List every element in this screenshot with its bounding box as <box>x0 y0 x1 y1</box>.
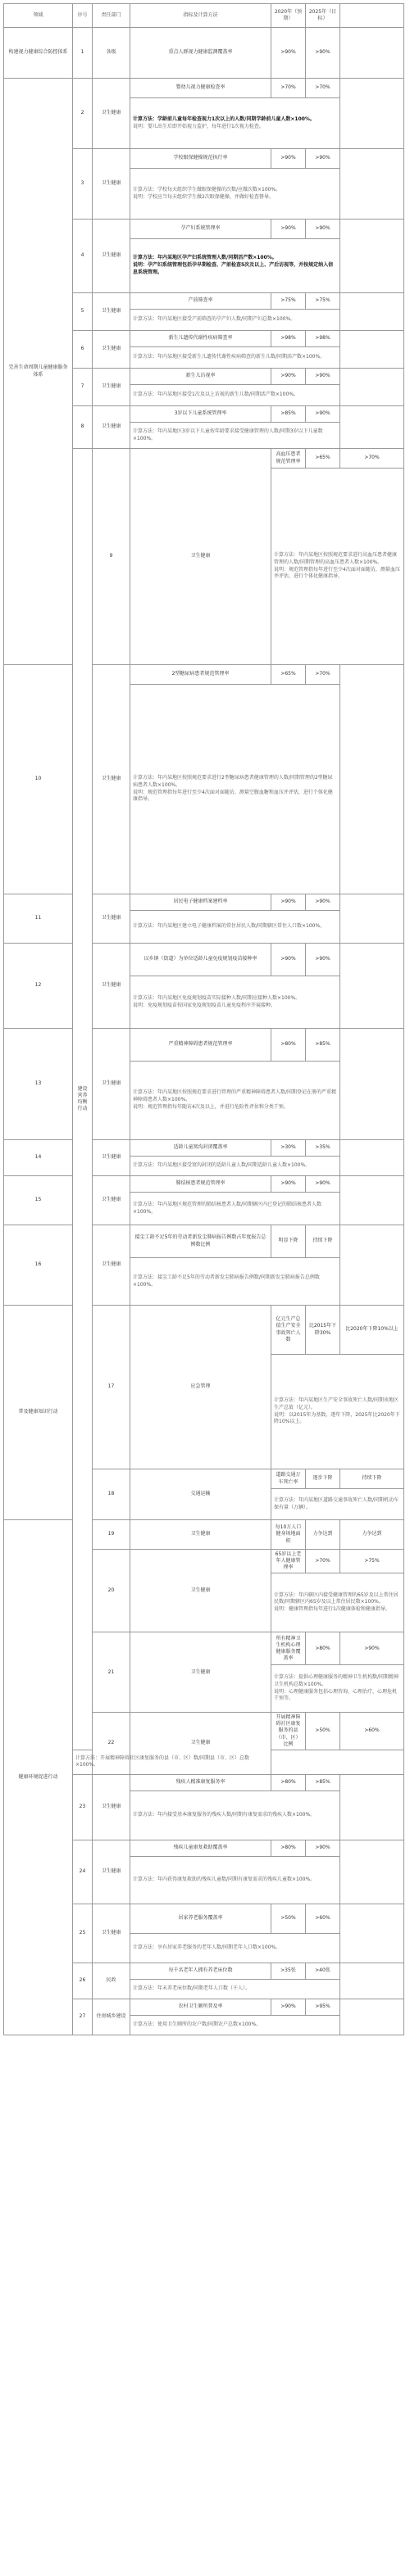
row-name: 接尘工龄不足5年的劳动者新发尘肺病报告例数占年度报告总例数比例 <box>130 1225 271 1258</box>
row-2020: >90% <box>271 369 306 385</box>
row-2020: >90% <box>271 220 306 239</box>
row-name: 严重精神障碍患者规范管理率 <box>130 1029 271 1062</box>
row-2025: >35% <box>306 1140 340 1157</box>
row-2025: >90% <box>306 944 340 976</box>
row-2025: >90% <box>306 220 340 239</box>
row-2020: >90% <box>271 944 306 976</box>
row-2020: >50% <box>306 1713 340 1750</box>
row-name: 开展精神障碍社区康复服务的县（市、区）比例 <box>271 1713 306 1750</box>
row-name: 亿元生产总值生产安全事故死亡人数 <box>271 1306 306 1355</box>
row-dept: 住房城乡建设 <box>93 1999 130 2035</box>
row-note: 计算方法：年内接受基本康复服务的残疾人数/同期有康复需求的残疾人数×100%。 <box>130 1791 340 1840</box>
row-dept: 卫生健康 <box>130 449 271 665</box>
row-2025: >90% <box>306 1176 340 1193</box>
row-name: 新生儿遗传代谢性疾病筛查率 <box>130 331 271 347</box>
row-dept: 卫生健康 <box>130 1713 271 1774</box>
row-2020: 明显下降 <box>271 1225 306 1258</box>
row-num: 17 <box>93 1306 130 1469</box>
row-dept: 卫生健康 <box>93 894 130 944</box>
row-dept: 卫生健康 <box>130 1550 271 1632</box>
row-2025: >70% <box>306 79 340 98</box>
row-2025: 持续下降 <box>306 1225 340 1258</box>
row-name: 3岁以下儿童系统管理率 <box>130 406 271 423</box>
row-note: 计算方法：年内某地区接受新生儿遗传代谢性疾病筛查的新生儿数/同期活产数×100%。 <box>130 347 340 369</box>
table-row <box>4 28 404 79</box>
row-2020: >85% <box>271 406 306 423</box>
row-dept: 卫生健康 <box>93 1029 130 1140</box>
row-name: 每10万人口健身场地面积 <box>271 1520 306 1550</box>
row-dept: 卫生健康 <box>93 1176 130 1225</box>
field-cell: 健康环境促进行动 <box>4 1520 73 2035</box>
row-note: 计算方法：享有居家养老服务的老年人数/同期老年人口数×100%。 <box>130 1933 340 1963</box>
row-num: 5 <box>73 293 93 331</box>
row-2025: >90% <box>306 1840 340 1856</box>
header-blank <box>340 4 404 28</box>
row-dept: 卫生健康 <box>93 220 130 293</box>
table-row <box>4 665 404 685</box>
row-name: 高血压患者规范管理率 <box>271 449 306 469</box>
row-name: 居民电子健康档案建档率 <box>130 894 271 911</box>
row-2020: >90% <box>271 1999 306 2015</box>
row-note: 计算方法：年内某地区接受1次及以上访视的新生儿数/同期活产数×100%。 <box>130 385 340 406</box>
row-num: 16 <box>4 1225 73 1306</box>
table-row <box>4 1225 404 1258</box>
row-2020: >90% <box>271 1176 306 1193</box>
table-row <box>4 1029 404 1062</box>
row-name: 居家养老服务覆盖率 <box>130 1904 271 1933</box>
row-dept: 卫生健康 <box>130 1632 271 1713</box>
row-name: 残疾人精准康复服务率 <box>130 1774 271 1791</box>
row-2025: 持续下降 <box>340 1469 404 1489</box>
row-note: 计算方法：年内某地区孕产妇系统管理人数/同期活产数×100%。 说明：孕产妇系统管理包括孕早期检查、产前检查5次及以上、产后访视等，并按规定纳入信息系统管理。 <box>130 239 340 293</box>
row-2025: >90% <box>306 369 340 385</box>
row-2020: >50% <box>271 1904 306 1933</box>
row-2020: >80% <box>271 1840 306 1856</box>
row-dept: 各级 <box>93 28 130 79</box>
indicator-document <box>3 3 403 2035</box>
row-note: 计算方法：年内某地区3岁以下儿童按年龄要求接受健康管理的人数/同期3岁以下儿童数×100%。 <box>130 423 340 449</box>
row-num: 23 <box>73 1774 93 1840</box>
row-dept: 卫生健康 <box>93 79 130 149</box>
row-num: 3 <box>73 149 93 220</box>
row-2020: >90% <box>271 149 306 169</box>
row-2025: >75% <box>306 293 340 310</box>
row-note: 计算方法：年内某地区道路交通事故死亡人数/同期机动车保有量（万辆）。 <box>271 1489 404 1520</box>
row-2025: 力争达到 <box>340 1520 404 1550</box>
field-cell: 构建视力健康综合防控体系 <box>4 28 73 79</box>
table-row <box>4 1140 404 1157</box>
table-row <box>4 1176 404 1193</box>
row-name: 每千名老年人拥有养老床位数 <box>130 1963 271 1979</box>
row-num: 19 <box>93 1520 130 1550</box>
header-2025: 2025年（目标） <box>306 4 340 28</box>
row-dept: 卫生健康 <box>93 369 130 406</box>
row-2025: >90% <box>340 1632 404 1665</box>
table-row <box>4 1306 404 1355</box>
row-dept: 卫生健康 <box>130 1520 271 1550</box>
row-num: 7 <box>73 369 93 406</box>
header-name: 指标及计算方法 <box>130 4 271 28</box>
row-dept: 交通运输 <box>130 1469 271 1520</box>
row-2025: >60% <box>306 1904 340 1933</box>
row-2025: >98% <box>306 331 340 347</box>
field-cell: 完善生命周期儿童健康服务体系 <box>4 79 73 665</box>
row-dept: 卫生健康 <box>93 944 130 1029</box>
row-note: 计算方法：年内某地区规范管理的肺结核患者人数/同期辖区内已登记的肺结核患者人数×100%。 <box>130 1193 340 1225</box>
row-2020: >98% <box>271 331 306 347</box>
row-num: 6 <box>73 331 93 369</box>
row-dept: 卫生健康 <box>93 1225 130 1306</box>
row-note: 计算方法：年内某地区免疫规划疫苗实际接种人数/同期应接种人数×100%。 说明：免疫规划疫苗按国家免疫规划疫苗儿童免疫程序开展接种。 <box>130 976 340 1029</box>
row-dept: 卫生健康 <box>93 406 130 449</box>
row-note: 计算方法：使用卫生厕所的农户数/同期农户总数×100%。 <box>130 2015 340 2035</box>
row-name: 孕产妇系统管理率 <box>130 220 271 239</box>
row-note: 计算方法：接尘工龄不足5年的劳动者新发尘肺病报告例数/同期新发尘肺病报告总例数×100%。 <box>130 1258 340 1306</box>
row-dept: 卫生健康 <box>93 149 130 220</box>
row-num: 1 <box>73 28 93 79</box>
row-note: 计算方法：学龄前儿童每年检查视力1次以上的人数/同期学龄前儿童人数×100%。 说明：婴儿出生后即开始视力监护，每年进行1次视力检查。 <box>130 98 340 149</box>
row-2020: >80% <box>306 1632 340 1665</box>
row-2025: >70% <box>340 449 404 469</box>
field-cell: 建设营养均衡行动 <box>73 449 93 1750</box>
row-2025: >70% <box>306 665 340 685</box>
row-2020: 逐步下降 <box>306 1469 340 1489</box>
row-dept: 应急管理 <box>130 1306 271 1469</box>
row-2020: >65% <box>306 449 340 469</box>
row-name: 所有精神卫生机构心理健康服务覆盖率 <box>271 1632 306 1665</box>
row-2025: >90% <box>306 406 340 423</box>
row-2020: >90% <box>271 28 306 79</box>
row-name: 学校眼保健操规范执行率 <box>130 149 271 169</box>
row-num: 9 <box>93 449 130 665</box>
row-name: 婴幼儿视力健康检查率 <box>130 79 271 98</box>
table-row <box>4 79 404 98</box>
row-name: 适龄儿童窝沟封闭覆盖率 <box>130 1140 271 1157</box>
row-name: 2型糖尿病患者规范管理率 <box>130 665 271 685</box>
row-name: 肺结核患者规范管理率 <box>130 1176 271 1193</box>
row-note: 计算方法：年内获得康复救助的残疾儿童数/同期有康复需求的残疾儿童数×100%。 <box>130 1856 340 1904</box>
row-num: 12 <box>4 944 73 1029</box>
indicator-table <box>3 3 404 2035</box>
row-dept: 卫生健康 <box>93 1840 130 1904</box>
row-num: 27 <box>73 1999 93 2035</box>
row-name: 新生儿访视率 <box>130 369 271 385</box>
row-name: 产前筛查率 <box>130 293 271 310</box>
header-num: 序号 <box>73 4 93 28</box>
row-name: 残疾儿童康复救助覆盖率 <box>130 1840 271 1856</box>
row-num: 14 <box>4 1140 73 1176</box>
row-2020: >90% <box>271 894 306 911</box>
row-note: 计算方法：年内某地区接受窝沟封闭的适龄儿童人数/同期适龄儿童人数×100%。 <box>130 1157 340 1176</box>
row-note: 计算方法：年内辖区内接受健康管理的65岁及以上常住居民数/同期辖区内65岁及以上常住居民数×100%。 说明：健康管理指每年进行1次健康体检和健康指导。 <box>271 1573 404 1632</box>
row-num: 24 <box>73 1840 93 1904</box>
row-num: 8 <box>73 406 93 449</box>
row-num: 20 <box>93 1550 130 1632</box>
row-note: 计算方法：学校每天组织学生做眼保健操的次数/应做次数×100%。 说明：学校应当每天组织学生做2次眼保健操，并做好检查督导。 <box>130 169 340 220</box>
row-2020: >70% <box>271 79 306 98</box>
row-dept: 卫生健康 <box>93 1774 130 1840</box>
row-2025: >95% <box>306 1999 340 2015</box>
row-num: 21 <box>93 1632 130 1713</box>
row-2025: >75% <box>340 1550 404 1573</box>
table-row <box>4 944 404 976</box>
row-num: 18 <box>93 1469 130 1520</box>
row-2020: >70% <box>306 1550 340 1573</box>
row-note: 计算方法：年内某地区建立电子健康档案的常住居民人数/同期辖区常住人口数×100%。 <box>130 911 340 944</box>
row-2020: >65% <box>271 665 306 685</box>
row-num: 10 <box>4 665 73 894</box>
row-name: 道路交通万车死亡率 <box>271 1469 306 1489</box>
row-note: 计算方法：年末养老床位数/同期老年人口数（千人）。 <box>130 1979 340 1999</box>
row-num: 11 <box>4 894 73 944</box>
row-name: 重点人群视力健康监测覆盖率 <box>130 28 271 79</box>
row-dept: 卫生健康 <box>93 293 130 331</box>
row-2025: >90% <box>306 28 340 79</box>
field-cell: 普及健康知识行动 <box>4 1306 73 1520</box>
header-dept: 责任部门 <box>93 4 130 28</box>
row-2025: >40张 <box>306 1963 340 1979</box>
row-dept: 卫生健康 <box>93 1140 130 1176</box>
row-dept: 卫生健康 <box>93 331 130 369</box>
row-dept: 民政 <box>93 1963 130 1999</box>
row-2025: >85% <box>306 1029 340 1062</box>
header-field: 领域 <box>4 4 73 28</box>
row-dept: 卫生健康 <box>93 1904 130 1963</box>
row-2020: >80% <box>271 1029 306 1062</box>
row-2020: >35张 <box>271 1963 306 1979</box>
row-2025: 比2020年下降10%以上 <box>340 1306 404 1355</box>
row-note: 计算方法：提供心理健康服务的精神卫生机构数/同期精神卫生机构总数×100%。 说明：心理健康服务包括心理咨询、心理治疗、心理危机干预等。 <box>271 1665 404 1713</box>
row-note: 计算方法：年内某地区按照规范要求进行高血压患者健康管理的人数/同期管理的高血压患者人数×100%。 说明：规范管理指每年进行至少4次面对面随访，测量血压并评估，进行个体化健康指导。 <box>271 469 404 665</box>
header-2020: 2020年（预期） <box>271 4 306 28</box>
row-2020: >75% <box>271 293 306 310</box>
row-2020: 力争达到 <box>306 1520 340 1550</box>
row-note: 计算方法：年内某地区接受产前筛查的孕产妇人数/同期产妇总数×100%。 <box>130 310 340 331</box>
row-2025: >90% <box>306 149 340 169</box>
row-num: 22 <box>93 1713 130 1774</box>
row-2020: 比2015年下降30% <box>306 1306 340 1355</box>
row-2020: >30% <box>271 1140 306 1157</box>
row-num: 4 <box>73 220 93 293</box>
row-note: 计算方法：开展精神障碍社区康复服务的县（市、区）数/同期县（市、区）总数×100%。 <box>73 1750 271 1774</box>
row-2020: >80% <box>271 1774 306 1791</box>
row-num: 15 <box>4 1176 73 1225</box>
row-2025: >85% <box>306 1774 340 1791</box>
row-name: 以乡镇（街道）为单位适龄儿童免疫规划疫苗接种率 <box>130 944 271 976</box>
row-note: 计算方法：年内某地区按照规范要求进行管理的严重精神障碍患者人数/同期登记在册的严重精神障碍患者人数×100%。 说明：规范管理指每年随访4次及以上，并进行危险性评估和分类干预。 <box>130 1062 340 1140</box>
table-header-row <box>4 4 404 28</box>
row-num: 13 <box>4 1029 73 1140</box>
row-num: 25 <box>73 1904 93 1963</box>
row-name: 农村卫生厕所普及率 <box>130 1999 271 2015</box>
row-name: 65岁以上老年人健康管理率 <box>271 1550 306 1573</box>
table-row <box>4 1520 404 1550</box>
table-row <box>4 894 404 911</box>
row-note: 计算方法：年内某地区按照规范要求进行2型糖尿病患者健康管理的人数/同期管理的2型糖尿病患者人数×100%。 说明：规范管理指每年进行至少4次面对面随访，测量空腹血糖和血压并评估，进行个体化健康指导。 <box>130 685 340 894</box>
row-dept: 卫生健康 <box>93 665 130 894</box>
row-num: 2 <box>73 79 93 149</box>
row-2025: >90% <box>306 894 340 911</box>
row-note: 计算方法：年内某地区生产安全事故死亡人数/同期该地区生产总值（亿元）。 说明：以2015年为基数，逐年下降，2025年比2020年下降10%以上。 <box>271 1355 404 1469</box>
row-2025: >60% <box>340 1713 404 1750</box>
row-num: 26 <box>73 1963 93 1999</box>
